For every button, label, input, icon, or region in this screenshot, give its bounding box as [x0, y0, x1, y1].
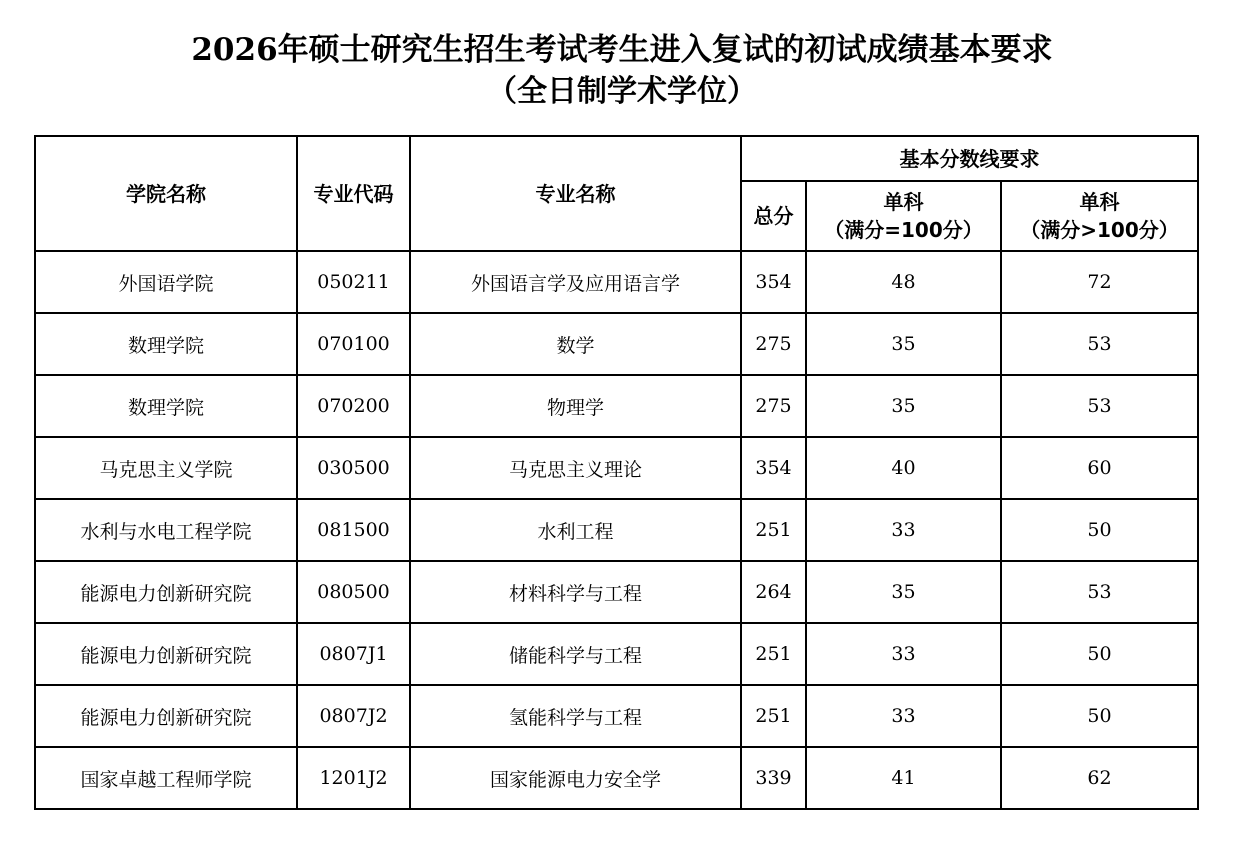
cell-college: 数理学院 — [35, 313, 297, 375]
cell-single-over100: 53 — [1001, 375, 1198, 437]
table-row — [35, 623, 1198, 685]
document-title: 2026年硕士研究生招生考试考生进入复试的初试成绩基本要求 — [191, 32, 1053, 68]
table-body — [35, 251, 1198, 809]
cell-major: 氢能科学与工程 — [410, 685, 741, 747]
cell-major: 马克思主义理论 — [410, 437, 741, 499]
cell-major: 数学 — [410, 313, 741, 375]
cell-major: 材料科学与工程 — [410, 561, 741, 623]
cell-college: 数理学院 — [35, 375, 297, 437]
cell-code: 1201J2 — [297, 747, 410, 809]
header-single-100-line1: 单科 — [883, 190, 924, 214]
table-row — [35, 313, 1198, 375]
cell-total: 339 — [741, 747, 806, 809]
cell-total: 354 — [741, 437, 806, 499]
table-row — [35, 375, 1198, 437]
table-row — [35, 437, 1198, 499]
cell-single-100: 33 — [806, 623, 1001, 685]
cell-total: 251 — [741, 499, 806, 561]
cell-code: 070100 — [297, 313, 410, 375]
cell-major: 外国语言学及应用语言学 — [410, 251, 741, 313]
cell-single-over100: 50 — [1001, 499, 1198, 561]
cell-single-100: 33 — [806, 499, 1001, 561]
cell-single-over100: 60 — [1001, 437, 1198, 499]
table-row — [35, 499, 1198, 561]
header-college: 学院名称 — [35, 136, 297, 251]
table-header — [35, 136, 1198, 251]
cell-single-over100: 50 — [1001, 685, 1198, 747]
cell-major: 国家能源电力安全学 — [410, 747, 741, 809]
cell-code: 080500 — [297, 561, 410, 623]
cell-college: 能源电力创新研究院 — [35, 561, 297, 623]
table-row — [35, 685, 1198, 747]
cell-total: 264 — [741, 561, 806, 623]
cell-total: 354 — [741, 251, 806, 313]
cell-single-over100: 72 — [1001, 251, 1198, 313]
header-single-over100-line1: 单科 — [1079, 190, 1120, 214]
cell-major: 物理学 — [410, 375, 741, 437]
cell-college: 能源电力创新研究院 — [35, 685, 297, 747]
cell-college: 国家卓越工程师学院 — [35, 747, 297, 809]
cell-college: 马克思主义学院 — [35, 437, 297, 499]
cell-code: 050211 — [297, 251, 410, 313]
header-single-over100 — [1001, 181, 1198, 251]
cell-code: 0807J1 — [297, 623, 410, 685]
header-major-name: 专业名称 — [410, 136, 741, 251]
header-single-over100-line2: （满分>100分） — [1020, 218, 1179, 242]
cell-college: 水利与水电工程学院 — [35, 499, 297, 561]
cell-total: 275 — [741, 313, 806, 375]
table-row — [35, 747, 1198, 809]
header-total: 总分 — [741, 181, 806, 251]
cell-code: 070200 — [297, 375, 410, 437]
cell-single-over100: 62 — [1001, 747, 1198, 809]
cell-college: 外国语学院 — [35, 251, 297, 313]
document-header — [0, 30, 1244, 112]
cell-single-100: 35 — [806, 313, 1001, 375]
cell-single-100: 48 — [806, 251, 1001, 313]
table-row — [35, 561, 1198, 623]
header-major-code: 专业代码 — [297, 136, 410, 251]
score-requirements-table — [34, 135, 1199, 810]
header-single-100 — [806, 181, 1001, 251]
cell-single-over100: 53 — [1001, 561, 1198, 623]
cell-single-100: 35 — [806, 375, 1001, 437]
table-row — [35, 251, 1198, 313]
cell-total: 251 — [741, 623, 806, 685]
header-score-group: 基本分数线要求 — [741, 136, 1198, 181]
cell-single-over100: 50 — [1001, 623, 1198, 685]
header-single-100-line2: （满分=100分） — [824, 218, 983, 242]
cell-single-100: 41 — [806, 747, 1001, 809]
cell-college: 能源电力创新研究院 — [35, 623, 297, 685]
cell-single-100: 35 — [806, 561, 1001, 623]
cell-code: 081500 — [297, 499, 410, 561]
cell-single-100: 33 — [806, 685, 1001, 747]
cell-single-over100: 53 — [1001, 313, 1198, 375]
cell-code: 030500 — [297, 437, 410, 499]
cell-total: 251 — [741, 685, 806, 747]
table-header-row — [35, 136, 1198, 181]
cell-major: 储能科学与工程 — [410, 623, 741, 685]
document-subtitle: （全日制学术学位） — [487, 74, 757, 109]
cell-major: 水利工程 — [410, 499, 741, 561]
cell-code: 0807J2 — [297, 685, 410, 747]
cell-total: 275 — [741, 375, 806, 437]
cell-single-100: 40 — [806, 437, 1001, 499]
